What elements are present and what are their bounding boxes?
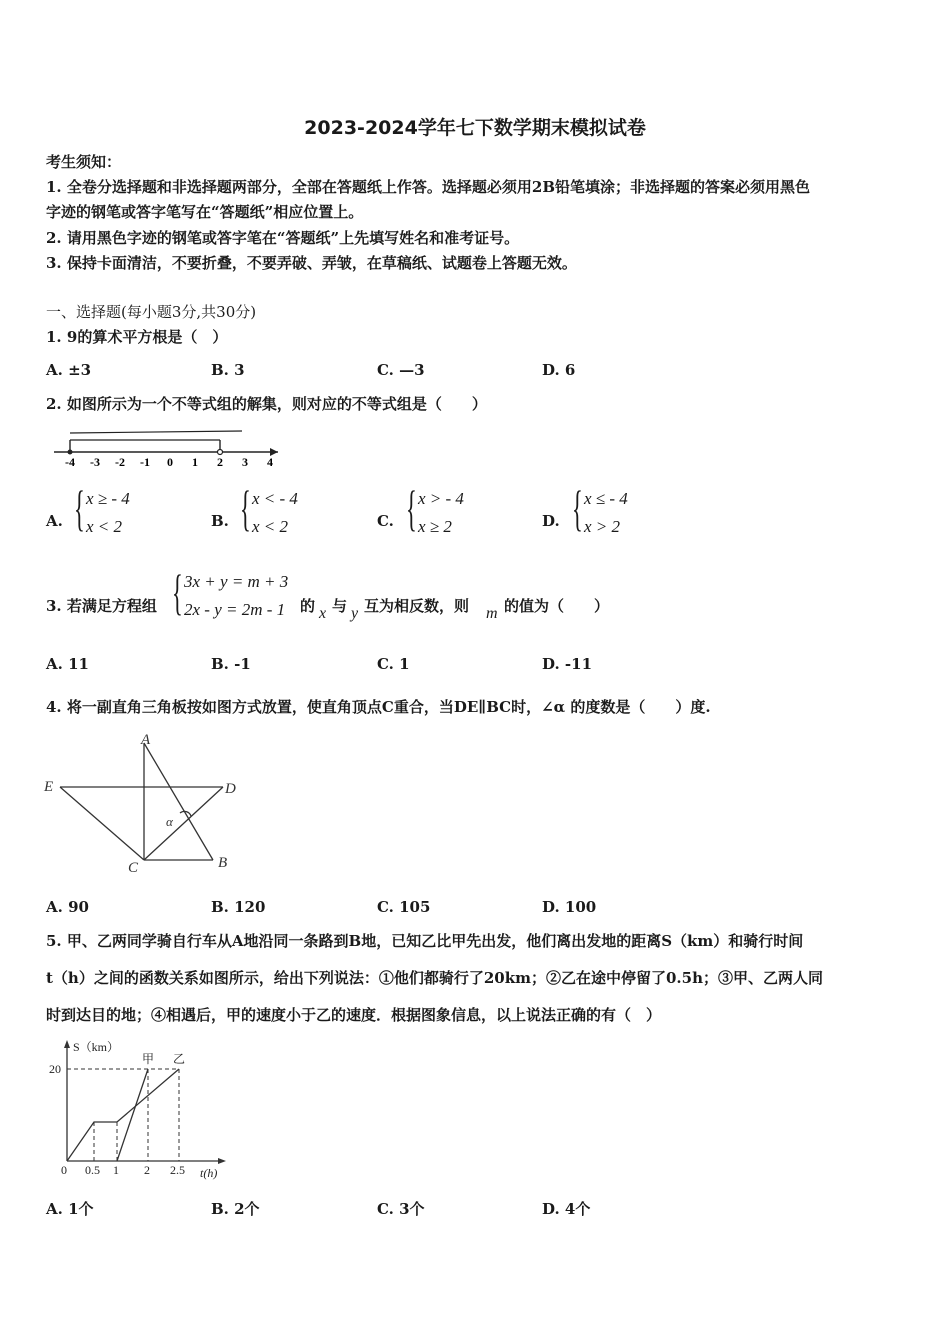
- q4-option-d[interactable]: D. 100: [542, 898, 597, 916]
- q2-option-c-ineq2: x ≥ 2: [418, 517, 452, 536]
- point-d-label: D: [225, 781, 236, 797]
- graph-ylabel: S（km）: [73, 1040, 120, 1054]
- q2-option-a-ineq1: x ≥ - 4: [86, 489, 130, 508]
- q3-option-d[interactable]: D. -11: [542, 655, 593, 673]
- q2-option-b-ineq1: x < - 4: [252, 489, 298, 508]
- q3-stem-prefix: 3. 若满足方程组: [46, 597, 157, 615]
- graph-xlabel: t(h): [200, 1166, 218, 1180]
- q2-option-c-label[interactable]: C.: [377, 512, 394, 530]
- notice-line-1-cont: 字迹的钢笔或答字笔写在“答题纸”相应位置上。: [46, 203, 364, 221]
- point-a-label: A: [141, 732, 151, 748]
- q5-stem-line-1: 5. 甲、乙两同学骑自行车从A地沿同一条路到B地，已知乙比甲先出发，他们离出发地的距离S（km）和骑行时间: [46, 932, 804, 950]
- segment-DC: [144, 787, 223, 860]
- q3-equation-2: 2x - y = 2m - 1: [184, 600, 286, 619]
- q1-option-d[interactable]: D. 6: [542, 361, 576, 379]
- graph-x-tick: 0.5: [85, 1163, 100, 1177]
- q2-option-a-label[interactable]: A.: [46, 512, 63, 530]
- point-c-label: C: [128, 860, 139, 876]
- point-e-label: E: [44, 779, 54, 795]
- q4-option-b[interactable]: B. 120: [211, 898, 266, 916]
- alpha-label: α: [166, 814, 173, 829]
- series-label-yi: 乙: [173, 1052, 186, 1066]
- q1-option-b[interactable]: B. 3: [211, 361, 245, 379]
- q1-option-c[interactable]: C. —3: [377, 361, 425, 379]
- section-heading: 一、选择题(每小题3分,共30分): [46, 303, 257, 321]
- segment-AB: [144, 743, 213, 860]
- number-line-figure: [48, 425, 288, 473]
- q4-stem: 4. 将一副直角三角板按如图方式放置，使直角顶点C重合，当DE∥BC时，∠α 的度数是（ ）度.: [46, 698, 711, 716]
- q5-stem-line-2: t（h）之间的函数关系如图所示，给出下列说法：①他们都骑行了20km；②乙在途中停留了0.5h；③甲、乙两人同: [46, 969, 823, 987]
- closed-point: [68, 450, 73, 455]
- triangle-figure: [40, 730, 250, 880]
- tick-label: 0: [167, 455, 173, 469]
- q3-var-x: x: [319, 605, 327, 622]
- page-title: 2023-2024学年七下数学期末模拟试卷: [304, 117, 646, 139]
- q2-option-d-label[interactable]: D.: [542, 512, 560, 530]
- q3-var-m: m: [486, 605, 498, 622]
- open-point: [218, 450, 223, 455]
- graph-x-tick: 2.5: [170, 1163, 185, 1177]
- graph-y-tick-20: 20: [49, 1062, 61, 1076]
- tick-label: 4: [267, 455, 273, 469]
- tick-label: 2: [217, 455, 223, 469]
- tick-label: -3: [90, 455, 100, 469]
- q3-stem-de: 的: [300, 597, 316, 615]
- q3-equation-1: 3x + y = m + 3: [184, 572, 289, 591]
- tick-label: 3: [242, 455, 248, 469]
- graph-x-tick: 2: [144, 1163, 150, 1177]
- notice-heading: 考生须知：: [46, 153, 122, 171]
- segment-EC: [60, 787, 144, 860]
- q2-option-b-label[interactable]: B.: [211, 512, 229, 530]
- q3-option-c[interactable]: C. 1: [377, 655, 410, 673]
- q2-option-d-ineq2: x > 2: [584, 517, 621, 536]
- q2-option-a-ineq2: x < 2: [86, 517, 123, 536]
- graph-x-tick: 1: [113, 1163, 119, 1177]
- q5-option-c[interactable]: C. 3个: [377, 1200, 425, 1218]
- tick-label: 1: [192, 455, 198, 469]
- series-label-jia: 甲: [142, 1052, 155, 1066]
- notice-line-3: 3. 保持卡面清洁，不要折叠，不要弄破、弄皱，在草稿纸、试题卷上答题无效。: [46, 254, 577, 272]
- notice-line-2: 2. 请用黑色字迹的钢笔或答字笔在“答题纸”上先填写姓名和准考证号。: [46, 229, 520, 247]
- q3-stem-yu: 与: [332, 597, 348, 615]
- tick-label: -2: [115, 455, 125, 469]
- q3-option-a[interactable]: A. 11: [46, 655, 89, 673]
- tick-label: -1: [140, 455, 150, 469]
- q4-option-a[interactable]: A. 90: [46, 898, 89, 916]
- tick-label: -4: [65, 455, 75, 469]
- q5-option-d[interactable]: D. 4个: [542, 1200, 591, 1218]
- q3-stem-tail: 的值为（ ）: [504, 597, 610, 615]
- graph-x-tick: 0: [61, 1163, 67, 1177]
- q2-option-d-ineq1: x ≤ - 4: [584, 489, 628, 508]
- series-yi: [67, 1069, 179, 1161]
- q1-option-a[interactable]: A. ±3: [46, 361, 92, 379]
- q5-stem-line-3: 时到达目的地；④相遇后，甲的速度小于乙的速度．根据图象信息，以上说法正确的有（ ）: [46, 1006, 662, 1024]
- q2-stem: 2. 如图所示为一个不等式组的解集，则对应的不等式组是（ ）: [46, 395, 487, 413]
- q1-stem: 1. 9的算术平方根是（ ）: [46, 328, 228, 346]
- q5-option-b[interactable]: B. 2个: [211, 1200, 260, 1218]
- q2-option-b-ineq2: x < 2: [252, 517, 289, 536]
- q2-option-c-ineq1: x > - 4: [418, 489, 464, 508]
- distance-time-graph: [40, 1038, 240, 1180]
- q3-option-b[interactable]: B. -1: [211, 655, 251, 673]
- q4-option-c[interactable]: C. 105: [377, 898, 431, 916]
- series-jia: [117, 1069, 148, 1161]
- q5-option-a[interactable]: A. 1个: [46, 1200, 94, 1218]
- notice-line-1: 1. 全卷分选择题和非选择题两部分，全部在答题纸上作答。选择题必须用2B铅笔填涂；非选择题的答案必须用黑色: [46, 178, 811, 196]
- q3-stem-mid: 互为相反数，则: [364, 597, 470, 615]
- number-line-bar: [70, 431, 242, 433]
- point-b-label: B: [218, 855, 228, 871]
- q3-var-y: y: [351, 605, 359, 622]
